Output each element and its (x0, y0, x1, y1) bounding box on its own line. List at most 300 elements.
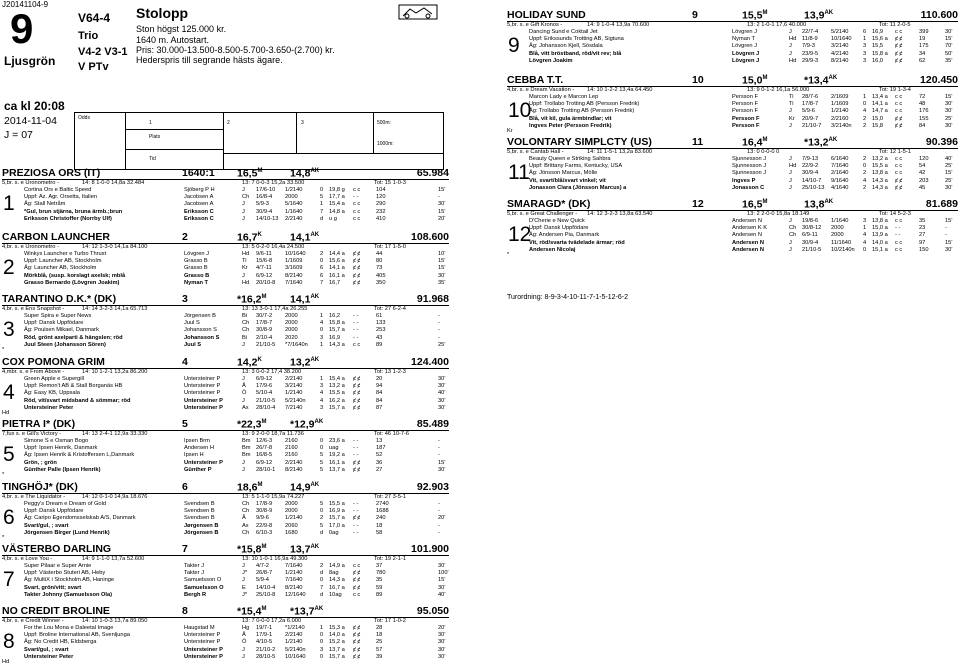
record-1: $16,5^M$ (237, 167, 263, 180)
line-x: 30' (945, 122, 953, 129)
line-x: - (438, 438, 440, 444)
line-t: For the Lou Mona e Daleetal Image (24, 625, 114, 631)
line-x: - (438, 327, 440, 334)
stats-total: Tot: 17 1-0-2 (374, 618, 406, 624)
line-tm: 16,2 (329, 313, 341, 319)
line-o: 27 (919, 232, 926, 239)
bet-type-2: Trio (78, 30, 99, 42)
stats-year1: 14: 10 1-0-3 13,7a 89.050 (82, 618, 148, 624)
pedigree: 5,br. s. e Cantab Hall - (507, 149, 564, 155)
horse-entry-6 (2, 482, 449, 547)
line-t: Eriksson Christoffer (Norrby Ulf) (24, 215, 112, 222)
line-p: 0 (320, 632, 324, 639)
line-o: 44 (376, 251, 383, 257)
start-number: 12 (508, 223, 532, 246)
line-r: 21/10-5 (256, 397, 276, 404)
line-tm: 16,2 a (329, 397, 345, 404)
line-e: - - (353, 313, 359, 319)
record-2: $14,1^{AK}$ (290, 293, 320, 306)
line-c: J (242, 653, 245, 660)
turnover-code: J = 07 (4, 129, 33, 141)
line-e: - - (353, 327, 359, 334)
pedigree: 4,br. s. e The Liquidator - (2, 494, 66, 500)
line-e: c c (353, 201, 361, 208)
record-2: $13,9^{AK}$ (804, 9, 834, 22)
record-1: $15,5^M$ (742, 9, 768, 22)
line-c: J (242, 215, 245, 222)
line-tm: 14,3 a (329, 577, 345, 584)
race-condition-4: Hederspris till segrande hästs ägare. (136, 55, 283, 65)
line-e: c c (353, 591, 361, 598)
line-t: Äg: Poulsen Mikael, Danmark (24, 327, 99, 334)
stats-total: Tot: 19 1-3-4 (879, 87, 911, 93)
line-c: Hd (242, 251, 250, 257)
line-o: 35 (919, 218, 926, 224)
line-p: d (320, 215, 324, 222)
start-line (507, 248, 958, 255)
post-position: 5 (182, 418, 188, 430)
line-r: 6/9-11 (802, 232, 818, 239)
line-t: Uppf: Dansk Uppfödare (24, 508, 84, 515)
line-e: - - (353, 508, 359, 515)
line-t: Takter Johnny (Samuelsson Ola) (24, 591, 113, 598)
horse-name: CARBON LAUNCHER (2, 231, 110, 243)
record-1: $16,5^M$ (742, 198, 768, 211)
horse-entry-11 (507, 137, 958, 202)
line-x: - (438, 445, 440, 452)
line-t: Äg: No Credit HB, Eldsberga (24, 639, 97, 646)
post-position: 1640:1 (182, 167, 215, 179)
line-tr: Bergh R (184, 591, 207, 598)
line-x: - (438, 320, 440, 327)
line-e: ȼ ȼ (353, 632, 361, 639)
line-d: 1/2140 (285, 515, 303, 522)
horse-name: TINGHÖJ* (DK) (2, 481, 78, 493)
line-e: ȼ ȼ (895, 50, 903, 57)
line-d: 10/1640 (831, 36, 852, 43)
line-r: 28/10-5 (256, 653, 276, 660)
line-o: 84 (376, 390, 383, 397)
line-tm: 15,7 a (329, 327, 345, 334)
horse-entry-4 (2, 357, 449, 422)
line-x: 20' (438, 515, 446, 522)
line-o: 28 (376, 625, 383, 631)
line-x: 15' (438, 265, 446, 272)
page-id: J20141104-9 (2, 0, 49, 9)
line-tm: 15,2 a (329, 639, 345, 646)
line-e: ȼ ȼ (895, 43, 903, 50)
line-t: Ingves Peter (Persson Fredrik) (529, 122, 612, 129)
line-d: 2/1609 (831, 94, 849, 100)
line-d: 9/1640 (831, 177, 849, 184)
line-x: 15' (945, 239, 953, 246)
start-line (2, 406, 449, 413)
line-tr: Untersteiner P (184, 383, 221, 390)
line-e: ȼ ȼ (353, 272, 361, 279)
line-tm: 14,7 a (872, 108, 888, 115)
line-tm: 15,0 (872, 115, 884, 122)
col-1: 1 (149, 120, 152, 126)
line-d: 1/1640 (831, 218, 849, 224)
line-c: Ti (789, 94, 794, 100)
odds-label: Odds (78, 115, 90, 121)
line-o: 52 (376, 452, 383, 459)
line-r: 19/7-1 (256, 625, 273, 631)
line-d: *7/1640n (285, 341, 308, 348)
line-d: 10/1640 (285, 251, 306, 257)
line-c: Kr (789, 115, 795, 122)
line-o: 72 (919, 94, 926, 100)
line-tr: Lövgren J (732, 29, 757, 35)
pedigree: 4,br. s. e Uronometro - (2, 244, 59, 250)
line-r: 7/9-13 (802, 156, 819, 162)
line-o: 42 (919, 170, 926, 177)
line-c: J (789, 184, 792, 191)
line-r: 14/10-13 (256, 215, 279, 222)
line-tr: Samuelsson O (184, 577, 222, 584)
stats-total: Tot: 27 6-2-4 (374, 306, 406, 312)
horse-name: SMARAGD* (DK) (507, 198, 591, 210)
line-o: 54 (919, 163, 926, 170)
line-x: - (945, 232, 947, 239)
line-r: 20/10-8 (256, 279, 276, 286)
line-tr: Ipsen H (184, 452, 204, 459)
record-2: $13,7^{AK}$ (290, 543, 320, 556)
record-1: $15,0^M$ (742, 74, 768, 87)
line-c: Hd (242, 279, 250, 286)
horse-entry-3 (2, 294, 449, 359)
equipment-note: * (2, 472, 5, 478)
line-x: - (438, 501, 440, 507)
line-d: 2060 (285, 522, 298, 529)
line-r: 4/10-5 (256, 639, 273, 646)
line-x: 25' (945, 163, 953, 170)
line-p: 5 (320, 459, 324, 466)
line-c: J (242, 272, 245, 279)
post-position: 12 (692, 198, 704, 210)
line-t: Grasso Bernardo (Lövgren Joakim) (24, 279, 120, 286)
line-p: 5 (320, 522, 324, 529)
line-x: 40' (438, 591, 446, 598)
line-p: 4 (863, 232, 867, 239)
pedigree: 5,br. s. e Uronometro - (2, 180, 59, 186)
line-o: 89 (376, 341, 383, 348)
line-p: 4 (320, 390, 324, 397)
line-o: 399 (919, 29, 929, 35)
line-t: Winkys Launcher e Turbo Thrust (24, 251, 107, 257)
line-p: 1 (320, 376, 324, 382)
earnings: 81.689 (925, 198, 958, 210)
post-position: 6 (182, 481, 188, 493)
line-p: 5 (320, 194, 324, 201)
line-d: 1/2140 (285, 570, 303, 577)
line-r: 30/9-4 (802, 239, 819, 246)
line-e: ȼ ȼ (353, 646, 361, 653)
line-o: 232 (376, 208, 386, 215)
line-tm: 15,0 a (872, 225, 888, 232)
line-d: 1/2140 (831, 108, 849, 115)
line-o: 104 (376, 187, 386, 193)
line-r: 14/10-4 (256, 584, 276, 591)
line-o: 13 (376, 438, 383, 444)
line-tr: Sjunnesson J (732, 156, 767, 162)
line-tr: Jörgensen B (184, 313, 216, 319)
line-t: Mörkblå, (susp. korslagt axelsk; mblå (24, 272, 126, 279)
line-t: Uppf: Trollabo Trotting AB (Persson Fredrik) (529, 101, 640, 108)
line-p: 3 (863, 57, 867, 64)
line-r: 15/6-8 (256, 258, 273, 265)
line-tm: 13,4 a (872, 94, 888, 100)
line-e: c c (895, 108, 903, 115)
line-p: 2 (863, 122, 867, 129)
line-t: Äg: Caripo Egendomsselskab A/S, Danmark (24, 515, 136, 522)
line-t: Äg: Jönsson Marcus, Mölle (529, 170, 598, 177)
line-p: 0 (863, 163, 867, 170)
line-tr: Lövgren J (732, 43, 757, 50)
line-tr: Andersen K K (732, 225, 768, 232)
line-c: Ö (242, 639, 247, 646)
line-p: 0 (320, 445, 324, 452)
track-name: Ljusgrön (4, 54, 56, 68)
line-d: 2000 (831, 232, 844, 239)
line-tr: Nyman T (184, 279, 209, 286)
stats-year1: 14: 10 1-2-1 13,2a 86.200 (82, 369, 148, 375)
start-line (2, 593, 449, 600)
line-r: 23/9-5 (802, 50, 819, 57)
post-position: 4 (182, 356, 188, 368)
line-r: 25/10-8 (256, 591, 276, 598)
line-o: 61 (376, 313, 383, 319)
line-tm: 13,2 a (872, 156, 888, 162)
line-d: 1/1609 (285, 258, 303, 265)
pedigree: 4,mbr. s. e From Above - (2, 369, 65, 375)
line-t: Uppf: Brittany Farms, Kentucky, USA (529, 163, 623, 170)
line-tm: 14,9 a (329, 563, 345, 569)
line-c: Hd (789, 36, 797, 43)
pedigree: 4,br. s. e Ens Snapshot - (2, 306, 65, 312)
line-x: 30' (945, 108, 953, 115)
line-e: ȼ ȼ (353, 639, 361, 646)
line-t: Uppf: Dansk Uppfödare (24, 320, 84, 327)
line-e: - - (353, 445, 359, 452)
race-condition-1: Ston högst 125.000 kr. (136, 24, 227, 34)
stats-year1: 14: 11 1-5-1 13,2a 83.600 (587, 149, 653, 155)
line-c: J (242, 563, 245, 569)
line-d: 3/2140n (831, 122, 852, 129)
line-x: 30' (438, 639, 446, 646)
race-date: 2014-11-04 (4, 115, 57, 127)
line-d: 3/2140 (285, 383, 303, 390)
line-e: - - (353, 194, 359, 201)
start-number: 5 (3, 443, 15, 466)
race-condition-3: Pris: 30.000-13.500-8.500-5.700-3.650-(2.700) kr. (136, 45, 335, 55)
line-e: - - (353, 529, 359, 536)
line-x: 30' (438, 466, 446, 473)
line-tm: 13,2 a (329, 383, 345, 390)
line-tm: 14,3 a (329, 341, 345, 348)
line-t: Lövgren Joakim (529, 57, 573, 64)
line-p: 3 (863, 218, 867, 224)
post-position: 10 (692, 74, 704, 86)
left-column (2, 0, 449, 669)
line-e: c c (895, 218, 903, 224)
line-p: 1 (863, 225, 867, 232)
line-o: 18 (376, 632, 383, 639)
line-c: J (789, 122, 792, 129)
line-c: Ch (789, 225, 797, 232)
line-p: 0 (320, 327, 324, 334)
line-tr: Sjunnesson J (732, 163, 767, 170)
line-o: 43 (376, 334, 383, 341)
line-e: ȼ ȼ (353, 625, 361, 631)
line-t: Dancing Sund e Coktail Jet (529, 29, 598, 35)
line-e: ȼ ȼ (353, 459, 361, 466)
stats-year1: 14: 9 1-0-4 13,9a 70.600 (587, 22, 650, 28)
line-tm: 17,7 a (329, 194, 345, 201)
stats-total: Tot: 27 3-5-1 (374, 494, 406, 500)
line-p: 7 (320, 584, 324, 591)
stats-total: Tot: 12 1-5-1 (879, 149, 911, 155)
line-o: 2740 (376, 501, 389, 507)
line-x: 30' (438, 376, 446, 382)
record-1: $*15,8^M$ (237, 543, 267, 556)
line-d: *1/2140 (285, 625, 305, 631)
line-c: J* (242, 591, 248, 598)
line-tr: Jonasson C (732, 184, 765, 191)
line-d: 2/2140 (285, 632, 303, 639)
line-t: Äg: Johansson Kjell, Sösdala (529, 43, 603, 50)
line-r: 2/10-4 (256, 334, 273, 341)
start-line (2, 655, 449, 662)
line-d: 8/2140 (285, 584, 303, 591)
line-e: - - (895, 225, 901, 232)
line-r: 14/10-7 (802, 177, 822, 184)
line-e: c c (895, 94, 903, 100)
line-tr: Juul S (184, 320, 200, 327)
earnings: 108.600 (411, 231, 449, 243)
line-e: c c (353, 215, 361, 222)
line-o: 175 (919, 43, 929, 50)
line-o: 133 (376, 320, 386, 327)
line-r: 4/7-11 (256, 265, 272, 272)
line-r: 4/7-2 (256, 563, 269, 569)
line-p: 2 (320, 515, 324, 522)
line-e: c c (895, 239, 903, 246)
line-tr: Svendsen B (184, 508, 215, 515)
stats-year2: 13: 5 1-1-0 15,9a 74.227 (242, 494, 305, 500)
line-tr: Jörgensen B (184, 529, 219, 536)
record-2: $*12,9^{AK}$ (290, 418, 324, 431)
line-p: 4 (863, 108, 867, 115)
start-number: 6 (3, 506, 15, 529)
line-p: 0 (320, 639, 324, 646)
line-x: 15' (438, 459, 446, 466)
line-e: ȼ ȼ (895, 122, 903, 129)
line-c: Ö (242, 390, 247, 397)
line-e: ȼ ȼ (353, 584, 361, 591)
line-o: 27 (376, 466, 383, 473)
line-x: 30' (945, 246, 953, 253)
line-r: 9/6-11 (256, 251, 272, 257)
line-x: - (438, 313, 440, 319)
line-tm: 15,5 a (329, 390, 345, 397)
line-d: 5/2140 (831, 29, 849, 35)
line-c: J (242, 208, 245, 215)
line-r: 30/9-4 (802, 170, 819, 177)
line-r: 12/6-3 (256, 438, 273, 444)
line-e: ȼ ȼ (353, 404, 361, 411)
line-tm: 16,0 (872, 57, 884, 64)
line-e: ȼ ȼ (353, 383, 361, 390)
record-1: $16,7^K$ (237, 231, 262, 244)
start-line (507, 59, 958, 66)
line-x: 15' (438, 187, 446, 193)
line-t: Peggy's Dream e Dream of Gold (24, 501, 107, 507)
line-tr: Ipsen Brm (184, 438, 210, 444)
line-r: 5/9-3 (256, 201, 269, 208)
earnings: 101.900 (411, 543, 449, 555)
line-d: 10/1640 (285, 653, 306, 660)
line-o: 58 (376, 529, 383, 536)
line-tr: Persson F (732, 122, 760, 129)
line-tm: 15,6 a (872, 36, 888, 43)
race-condition-2: 1640 m. Autostart. (136, 35, 210, 45)
stats-year2: 13: 9 2-0-0 18,7a 11.736 (242, 431, 304, 437)
line-p: 3 (863, 43, 867, 50)
earnings: 120.450 (920, 74, 958, 86)
line-p: 0 (863, 101, 867, 108)
line-d: 4/2140 (831, 50, 849, 57)
line-c: J (242, 459, 245, 466)
record-1: $*22,3^M$ (237, 418, 267, 431)
line-d: 2000 (831, 225, 844, 232)
stats-year1: 14: 8 1-0-0 14,8a 32.484 (82, 180, 145, 186)
line-tr: Grasso B (184, 272, 210, 279)
line-p: 7 (320, 208, 324, 215)
start-number: 3 (3, 318, 15, 341)
line-o: 35 (376, 577, 383, 584)
line-r: 21/10-5 (256, 341, 276, 348)
line-r: 6/9-12 (256, 376, 273, 382)
line-o: 155 (919, 115, 929, 122)
line-tr: Andersen N (732, 218, 763, 224)
line-tm: 14,0 a (872, 239, 888, 246)
line-c: Å (242, 632, 246, 639)
line-e: ȼ ȼ (353, 251, 361, 257)
line-t: Röd, grönt axelparti & hängslen; röd (24, 334, 123, 341)
start-line (507, 124, 958, 131)
line-c: J (242, 201, 245, 208)
line-o: 290 (376, 201, 386, 208)
line-o: 240 (376, 515, 386, 522)
horse-entry-8 (2, 606, 449, 669)
line-o: 62 (919, 57, 926, 64)
line-c: Bm (242, 445, 251, 452)
line-e: - - (353, 452, 359, 459)
line-tm: 15,6 a (329, 258, 345, 265)
line-x: 30' (438, 653, 446, 660)
line-tr: Günther P (184, 466, 212, 473)
line-tm: 13,7 a (329, 646, 345, 653)
line-t: Uppf: Västerbo Stuteri AB, Heby (24, 570, 106, 577)
line-c: Å (242, 515, 246, 522)
line-t: Vit, svart/blå/svart vinkel; vit (529, 177, 606, 184)
horse-entry-10 (507, 75, 958, 140)
line-tr: Grasso B (184, 265, 208, 272)
line-p: d (320, 529, 324, 536)
line-o: 150 (919, 246, 929, 253)
line-o: 405 (376, 272, 386, 279)
